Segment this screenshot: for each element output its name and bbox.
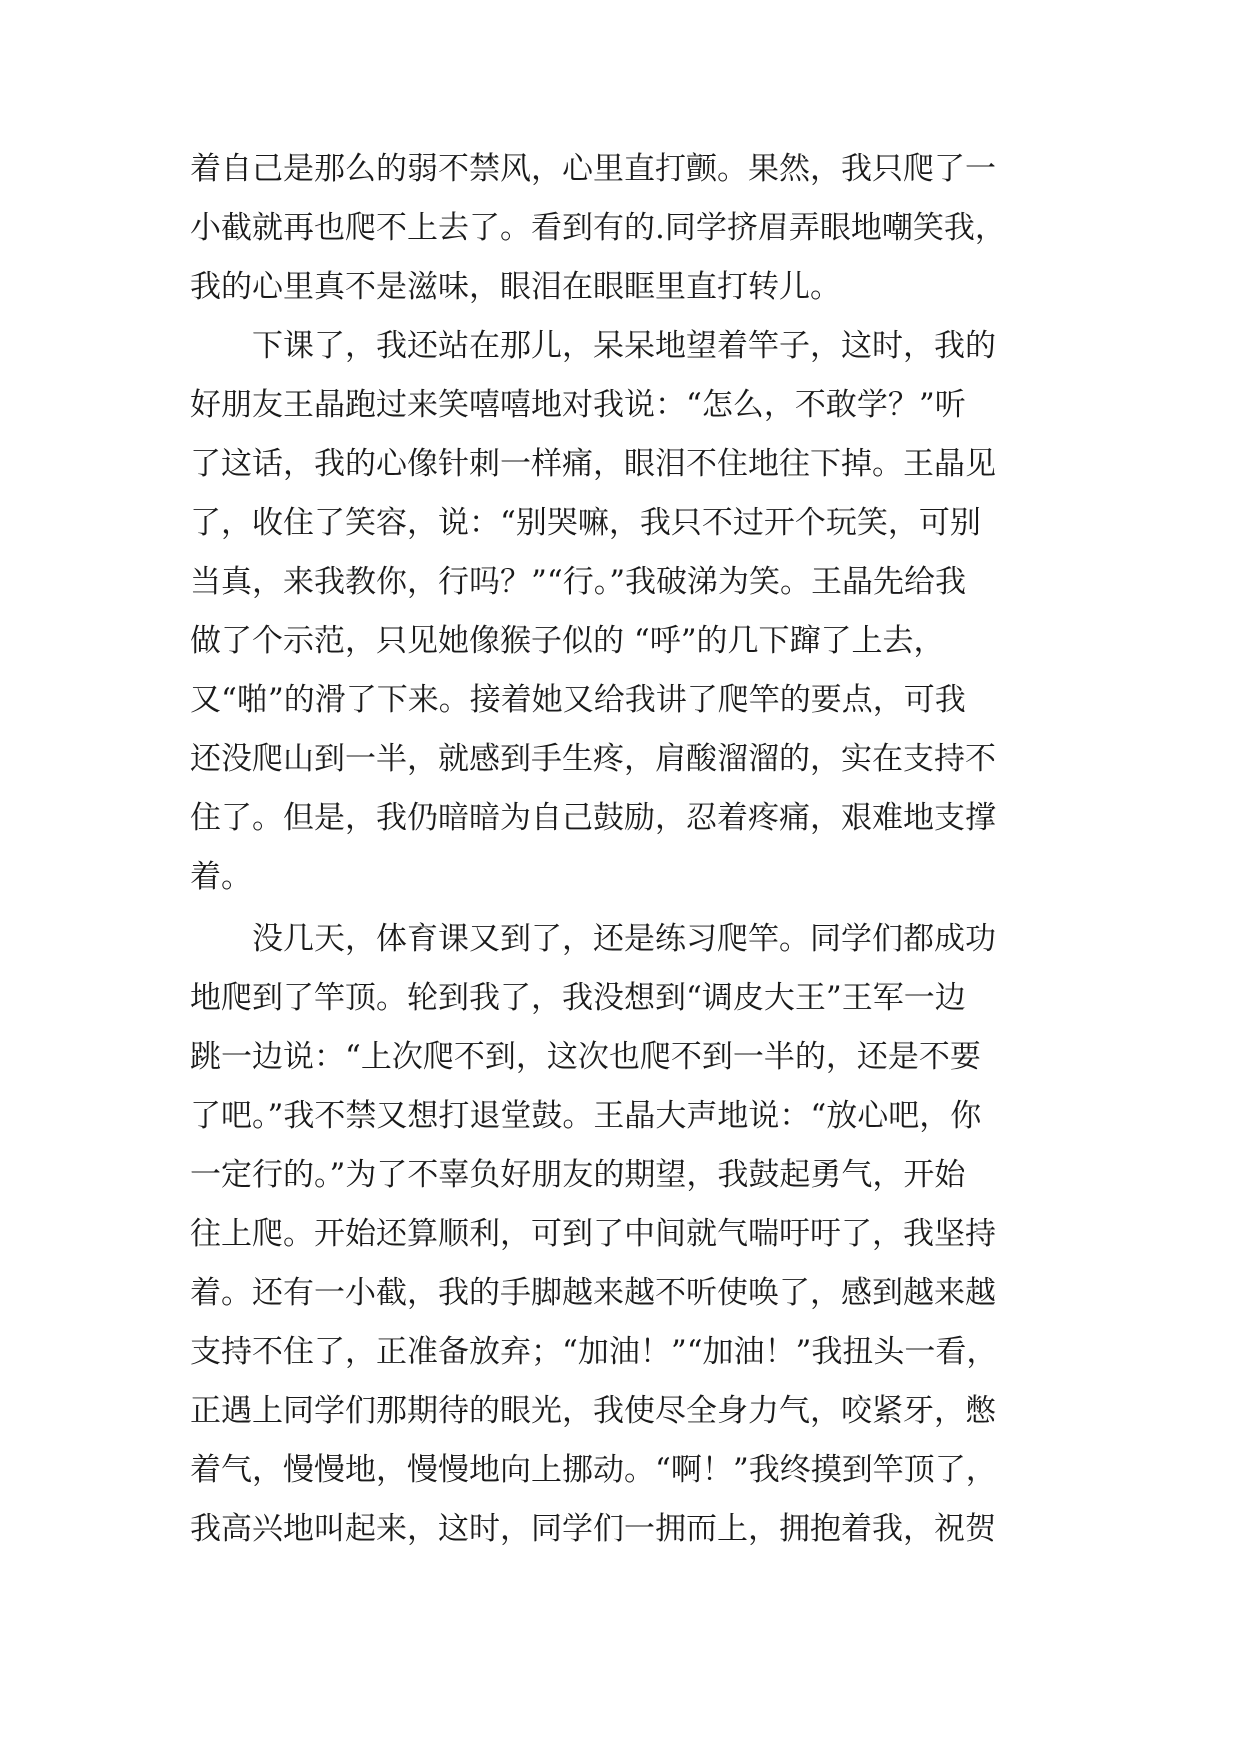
text-line: 着。 <box>190 859 252 895</box>
text-line: 没几天，体育课又到了，还是练习爬竿。同学们都成功 <box>190 921 996 957</box>
text-line: 又“啪”的滑了下来。接着她又给我讲了爬竿的要点，可我 <box>190 682 966 718</box>
text-line: 着气，慢慢地，慢慢地向上挪动。“啊！”我终摸到竿顶了， <box>190 1452 997 1488</box>
text-line: 好朋友王晶跑过来笑嘻嘻地对我说：“怎么，不敢学？”听 <box>190 387 966 423</box>
text-line: 了吧。”我不禁又想打退堂鼓。王晶大声地说：“放心吧，你 <box>190 1098 982 1134</box>
text-line: 当真，来我教你，行吗？”“行。”我破涕为笑。王晶先给我 <box>190 564 967 600</box>
text-line: 下课了，我还站在那儿，呆呆地望着竿子，这时，我的 <box>190 328 996 364</box>
text-line: 往上爬。开始还算顺利，可到了中间就气喘吁吁了，我坚持 <box>190 1216 996 1252</box>
text-line: 地爬到了竿顶。轮到我了，我没想到“调皮大王”王军一边 <box>190 980 966 1016</box>
text-line: 我高兴地叫起来，这时，同学们一拥而上，拥抱着我，祝贺 <box>190 1511 996 1547</box>
text-line: 了，收住了笑容，说：“别哭嘛，我只不过开个玩笑，可别 <box>190 505 981 541</box>
text-line: 还没爬山到一半，就感到手生疼，肩酸溜溜的，实在支持不 <box>190 741 996 777</box>
text-line: 跳一边说：“上次爬不到，这次也爬不到一半的，还是不要 <box>190 1039 981 1075</box>
text-line: 一定行的。”为了不辜负好朋友的期望，我鼓起勇气，开始 <box>190 1157 966 1193</box>
text-line: 了这话，我的心像针刺一样痛，眼泪不住地往下掉。王晶见 <box>190 446 996 482</box>
text-line: 正遇上同学们那期待的眼光，我使尽全身力气，咬紧牙，憋 <box>190 1393 996 1429</box>
text-line: 小截就再也爬不上去了。看到有的.同学挤眉弄眼地嘲笑我， <box>190 210 1006 246</box>
text-line: 住了。但是，我仍暗暗为自己鼓励，忍着疼痛，艰难地支撑 <box>190 800 996 836</box>
text-line: 我的心里真不是滋味，眼泪在眼眶里直打转儿。 <box>190 269 841 305</box>
text-line: 做了个示范，只见她像猴子似的 “呼”的几下蹿了上去， <box>190 623 945 659</box>
text-line: 支持不住了，正准备放弃；“加油！”“加油！”我扭头一看， <box>190 1334 998 1370</box>
text-line: 着自己是那么的弱不禁风，心里直打颤。果然，我只爬了一 <box>190 151 996 187</box>
text-line: 着。还有一小截，我的手脚越来越不听使唤了，感到越来越 <box>190 1275 996 1311</box>
